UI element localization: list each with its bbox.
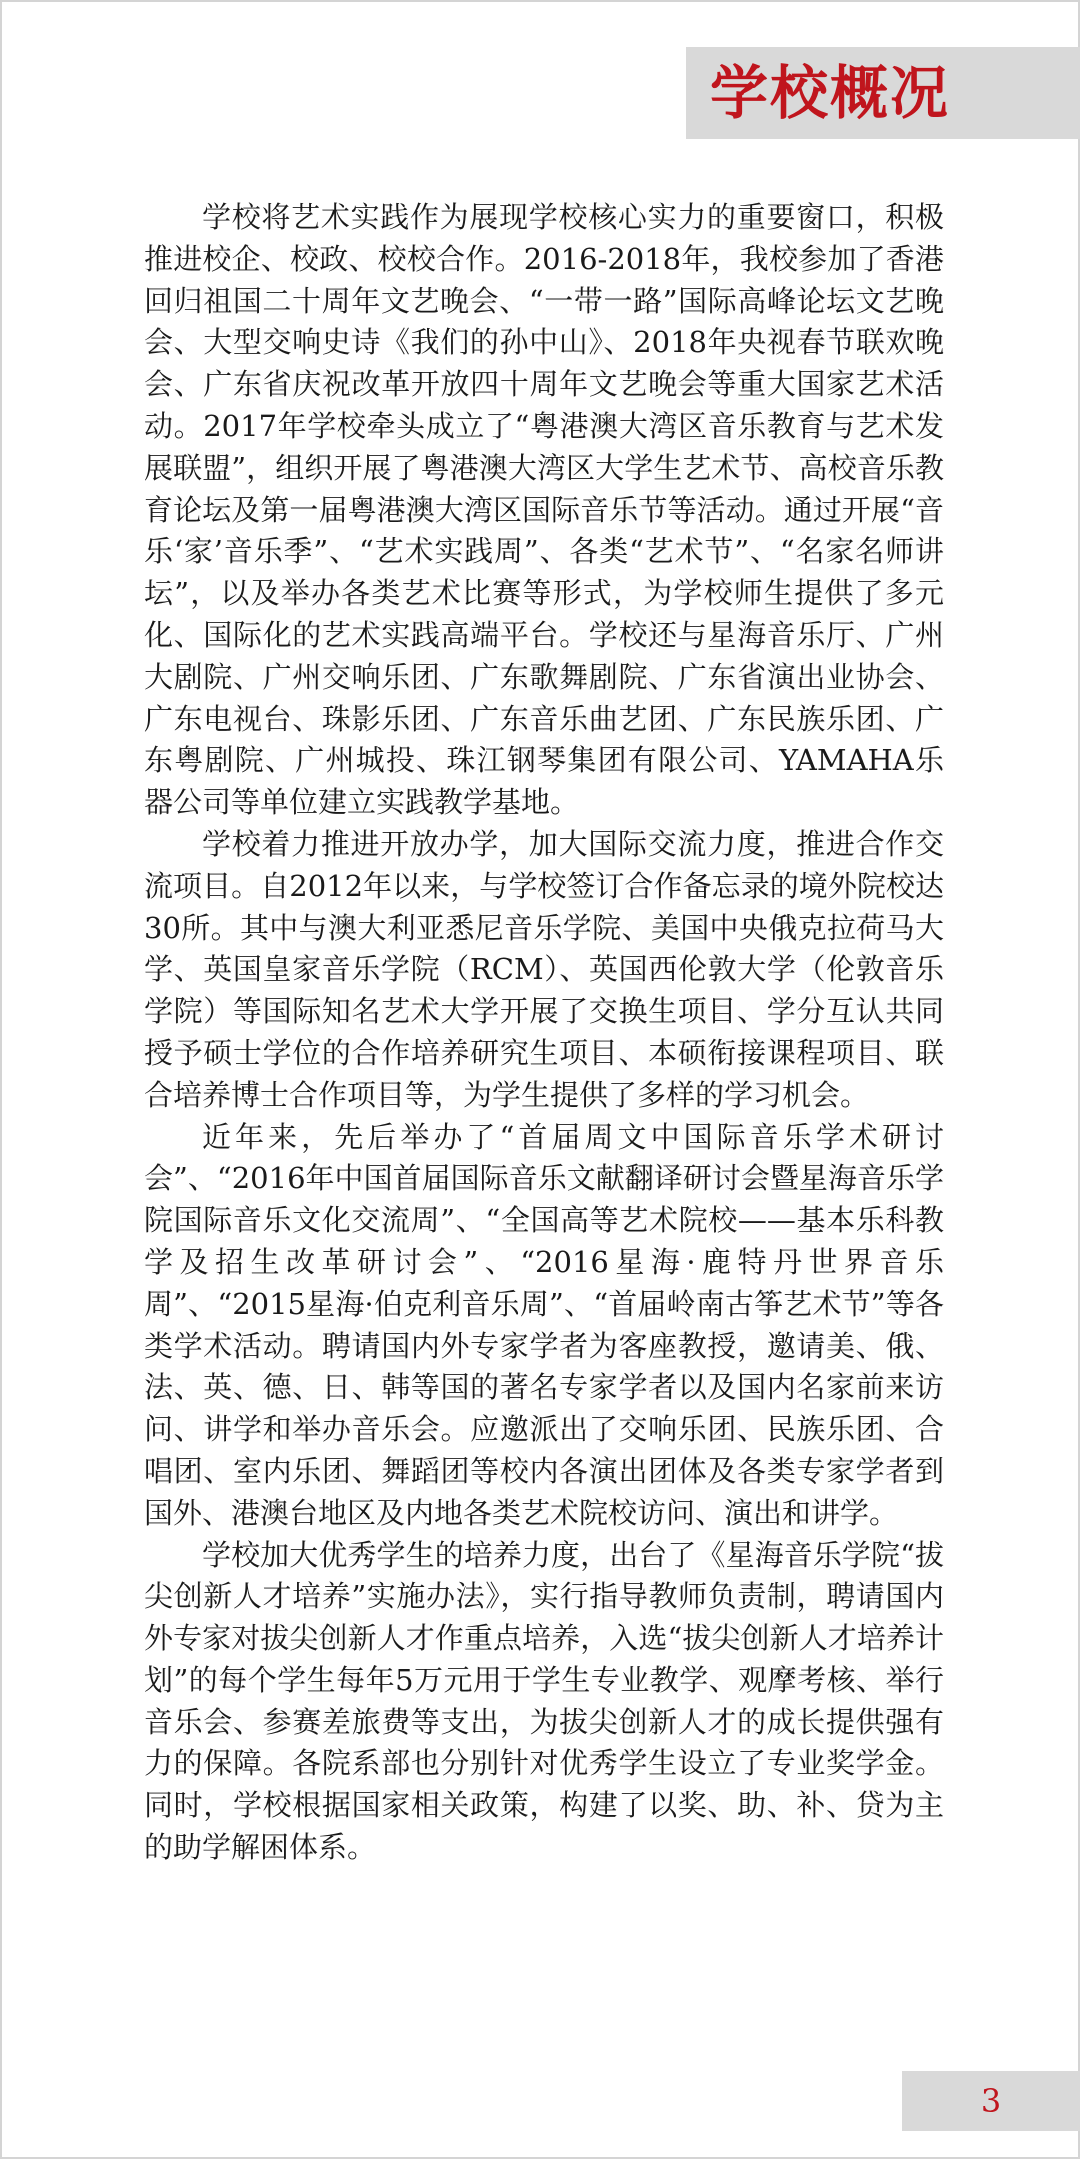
section-title: 学校概况	[710, 59, 951, 127]
paragraph-student-cultivation: 学校加大优秀学生的培养力度，出台了《星海音乐学院“拔尖创新人才培养”实施办法》，实行指导教师负责制，聘请国内外专家对拔尖创新人才作重点培养，入选“拔尖创新人才培养计划”的每个学生每年5万元用于学生专业教学、观摩考核、举行音乐会、参赛差旅费等支出，为拔尖创新人才的成长提供强有力的保障。各院系部也分别针对优秀学生设立了专业奖学金。同时，学校根据国家相关政策，构建了以奖、助、补、贷为主的助学解困体系。	[144, 1537, 944, 1865]
page-number-box	[902, 2071, 1080, 2131]
page-number: 3	[980, 2082, 1002, 2120]
section-title-banner	[686, 47, 1080, 139]
paragraph-academic-activities: 近年来，先后举办了“首届周文中国际音乐学术研讨会”、“2016年中国首届国际音乐文献翻译研讨会暨星海音乐学院国际音乐文化交流周”、“全国高等艺术院校——基本乐科教学及招生改革研讨会”、“2016星海·鹿特丹世界音乐周”、“2015星海·伯克利音乐周”、“首届岭南古筝艺术节”等各类学术活动。聘请国内外专家学者为客座教授，邀请美、俄、法、英、德、日、韩等国的著名专家学者以及国内名家前来访问、讲学和举办音乐会。应邀派出了交响乐团、民族乐团、合唱团、室内乐团、舞蹈团等校内各演出团体及各类专家学者到国外、港澳台地区及内地各类艺术院校访问、演出和讲学。	[144, 1119, 944, 1530]
body-text	[144, 197, 944, 1869]
paragraph-international-exchange: 学校着力推进开放办学，加大国际交流力度，推进合作交流项目。自2012年以来，与学校签订合作备忘录的境外院校达30所。其中与澳大利亚悉尼音乐学院、美国中央俄克拉荷马大学、英国皇家音乐学院（RCM）、英国西伦敦大学（伦敦音乐学院）等国际知名艺术大学开展了交换生项目、学分互认共同授予硕士学位的合作培养研究生项目、本硕衔接课程项目、联合培养博士合作项目等，为学生提供了多样的学习机会。	[144, 826, 944, 1112]
paragraph-art-practice: 学校将艺术实践作为展现学校核心实力的重要窗口，积极推进校企、校政、校校合作。2016-2018年，我校参加了香港回归祖国二十周年文艺晚会、“一带一路”国际高峰论坛文艺晚会、大型交响史诗《我们的孙中山》、2018年央视春节联欢晚会、广东省庆祝改革开放四十周年文艺晚会等重大国家艺术活动。2017年学校牵头成立了“粤港澳大湾区音乐教育与艺术发展联盟”，组织开展了粤港澳大湾区大学生艺术节、高校音乐教育论坛及第一届粤港澳大湾区国际音乐节等活动。通过开展“音乐‘家’音乐季”、“艺术实践周”、各类“艺术节”、“名家名师讲坛”，以及举办各类艺术比赛等形式，为学校师生提供了多元化、国际化的艺术实践高端平台。学校还与星海音乐厅、广州大剧院、广州交响乐团、广东歌舞剧院、广东省演出业协会、广东电视台、珠影乐团、广东音乐曲艺团、广东民族乐团、广东粤剧院、广州城投、珠江钢琴集团有限公司、YAMAHA乐器公司等单位建立实践教学基地。	[144, 200, 944, 820]
